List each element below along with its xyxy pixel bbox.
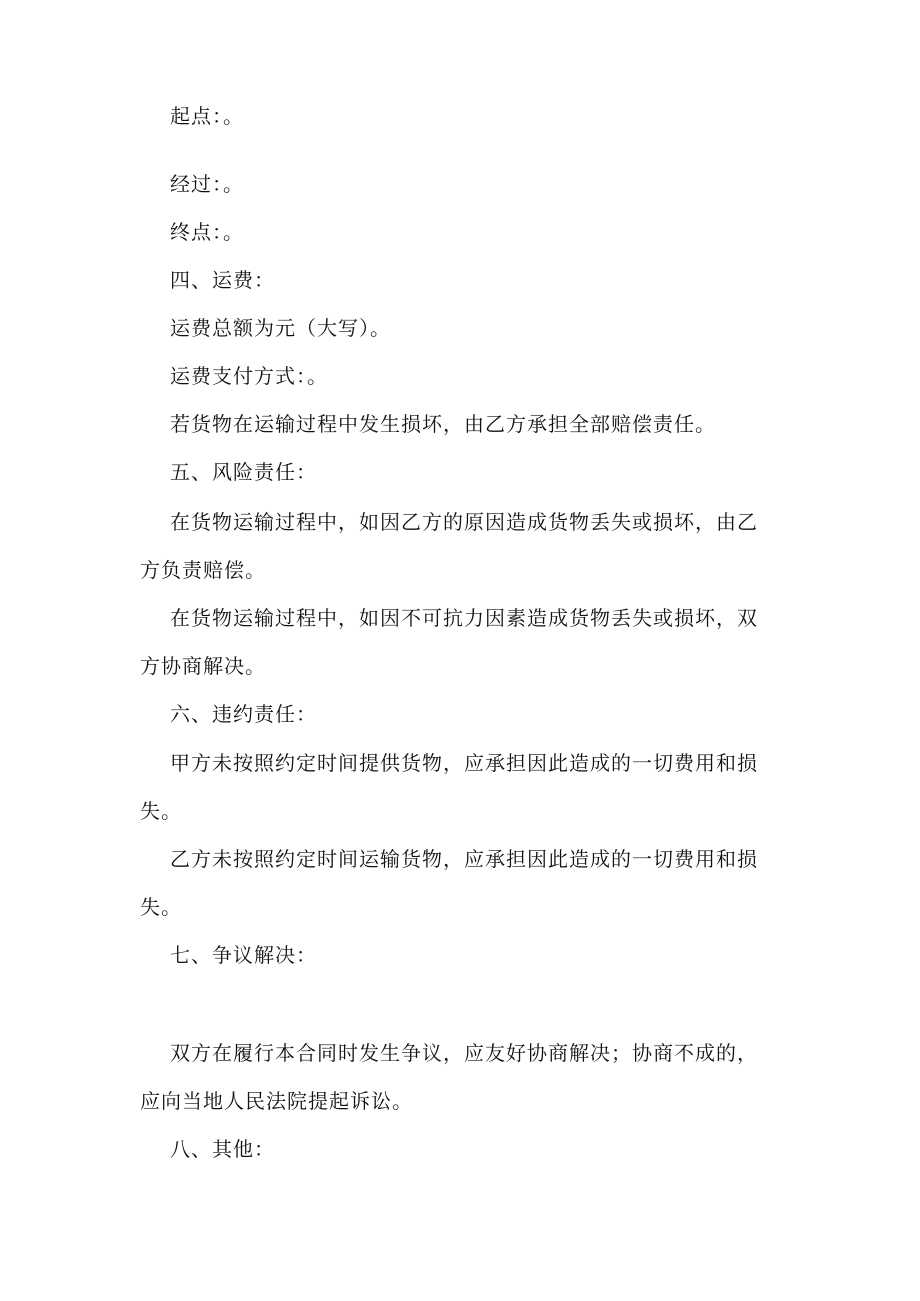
- route-via: 经过：。: [170, 172, 244, 196]
- section-5-heading: 五、风险责任：: [170, 460, 317, 484]
- section-6-heading: 六、违约责任：: [170, 702, 317, 726]
- risk-clause-2-line-2: 方协商解决。: [140, 654, 266, 678]
- section-8-heading: 八、其他：: [170, 1137, 275, 1161]
- breach-clause-2-line-1: 乙方未按照约定时间运输货物，应承担因此造成的一切费用和损: [170, 847, 758, 871]
- route-start: 起点：。: [170, 104, 244, 128]
- risk-clause-1-line-2: 方负责赔偿。: [140, 558, 266, 582]
- dispute-clause-line-1: 双方在履行本合同时发生争议，应友好协商解决；协商不成的，: [170, 1041, 758, 1065]
- breach-clause-1-line-1: 甲方未按照约定时间提供货物，应承担因此造成的一切费用和损: [170, 751, 758, 775]
- risk-clause-1-line-1: 在货物运输过程中，如因乙方的原因造成货物丢失或损坏，由乙: [170, 510, 758, 534]
- freight-payment: 运费支付方式：。: [170, 364, 328, 388]
- route-end: 终点：。: [170, 220, 244, 244]
- section-4-heading: 四、运费：: [170, 268, 275, 292]
- dispute-clause-line-2: 应向当地人民法院提起诉讼。: [140, 1089, 413, 1113]
- freight-total: 运费总额为元（大写）。: [170, 316, 391, 340]
- risk-clause-2-line-1: 在货物运输过程中，如因不可抗力因素造成货物丢失或损坏，双: [170, 606, 758, 630]
- freight-damage-clause: 若货物在运输过程中发生损坏，由乙方承担全部赔偿责任。: [170, 412, 716, 436]
- breach-clause-2-line-2: 失。: [140, 895, 182, 919]
- section-7-heading: 七、争议解决：: [170, 943, 317, 967]
- breach-clause-1-line-2: 失。: [140, 799, 182, 823]
